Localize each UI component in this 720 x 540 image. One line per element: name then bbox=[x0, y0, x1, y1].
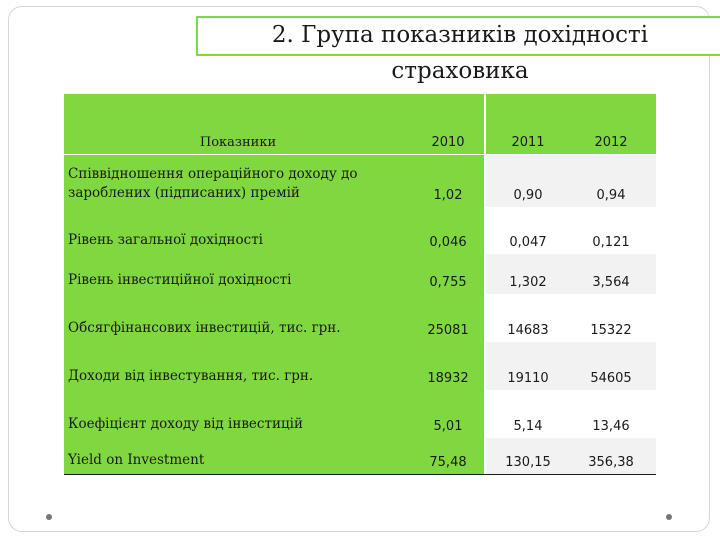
value-2011: 19110 bbox=[507, 371, 549, 386]
table-row bbox=[64, 294, 656, 342]
header-divider bbox=[64, 154, 656, 155]
row-label: Співвідношення операційного доходу до зароблених (підписаних) премій bbox=[64, 155, 412, 207]
value-2010: 25081 bbox=[427, 323, 469, 338]
value-2011: 1,302 bbox=[509, 275, 547, 290]
header-indicators: Показники bbox=[64, 94, 412, 154]
slide-title: 2. Група показників дохідності bbox=[271, 22, 649, 48]
value-2010: 1,02 bbox=[433, 188, 463, 203]
value-2012: 15322 bbox=[590, 323, 632, 338]
row-label: Рівень загальної дохідності bbox=[64, 207, 412, 254]
slide-title-continued: страховика bbox=[391, 58, 529, 84]
value-2012: 0,121 bbox=[592, 235, 630, 250]
header-2012: 2012 bbox=[594, 135, 628, 150]
value-2012: 356,38 bbox=[588, 455, 634, 470]
slide-decor-dot bbox=[666, 514, 672, 520]
header-2011: 2011 bbox=[511, 135, 545, 150]
value-2012: 13,46 bbox=[592, 419, 630, 434]
value-2010: 0,755 bbox=[429, 275, 467, 290]
table-row bbox=[64, 155, 656, 207]
value-2011: 0,047 bbox=[509, 235, 547, 250]
table-bottom-border bbox=[64, 474, 656, 475]
table-header-row bbox=[64, 94, 656, 154]
indicators-table bbox=[64, 94, 656, 474]
slide-decor-dot bbox=[46, 514, 52, 520]
value-2010: 75,48 bbox=[429, 455, 467, 470]
table-row bbox=[64, 254, 656, 294]
value-2010: 5,01 bbox=[433, 419, 463, 434]
value-2010: 18932 bbox=[427, 371, 469, 386]
value-2011: 5,14 bbox=[513, 419, 543, 434]
value-2010: 0,046 bbox=[429, 235, 467, 250]
value-2011: 0,90 bbox=[513, 188, 543, 203]
row-label: Доходи від інвестування, тис. грн. bbox=[64, 342, 412, 390]
table-row bbox=[64, 207, 656, 254]
table-row bbox=[64, 390, 656, 438]
row-label: Рівень інвестиційної дохідності bbox=[64, 254, 412, 294]
value-2011: 130,15 bbox=[505, 455, 551, 470]
value-2011: 14683 bbox=[507, 323, 549, 338]
row-label: Yield on Investment bbox=[64, 438, 412, 474]
row-label: Обсягфінансових інвестицій, тис. грн. bbox=[64, 294, 412, 342]
table-row bbox=[64, 342, 656, 390]
value-2012: 54605 bbox=[590, 371, 632, 386]
row-label: Коефіцієнт доходу від інвестицій bbox=[64, 390, 412, 438]
header-2010: 2010 bbox=[431, 135, 465, 150]
value-2012: 3,564 bbox=[592, 275, 630, 290]
table-row bbox=[64, 438, 656, 474]
value-2012: 0,94 bbox=[596, 188, 626, 203]
